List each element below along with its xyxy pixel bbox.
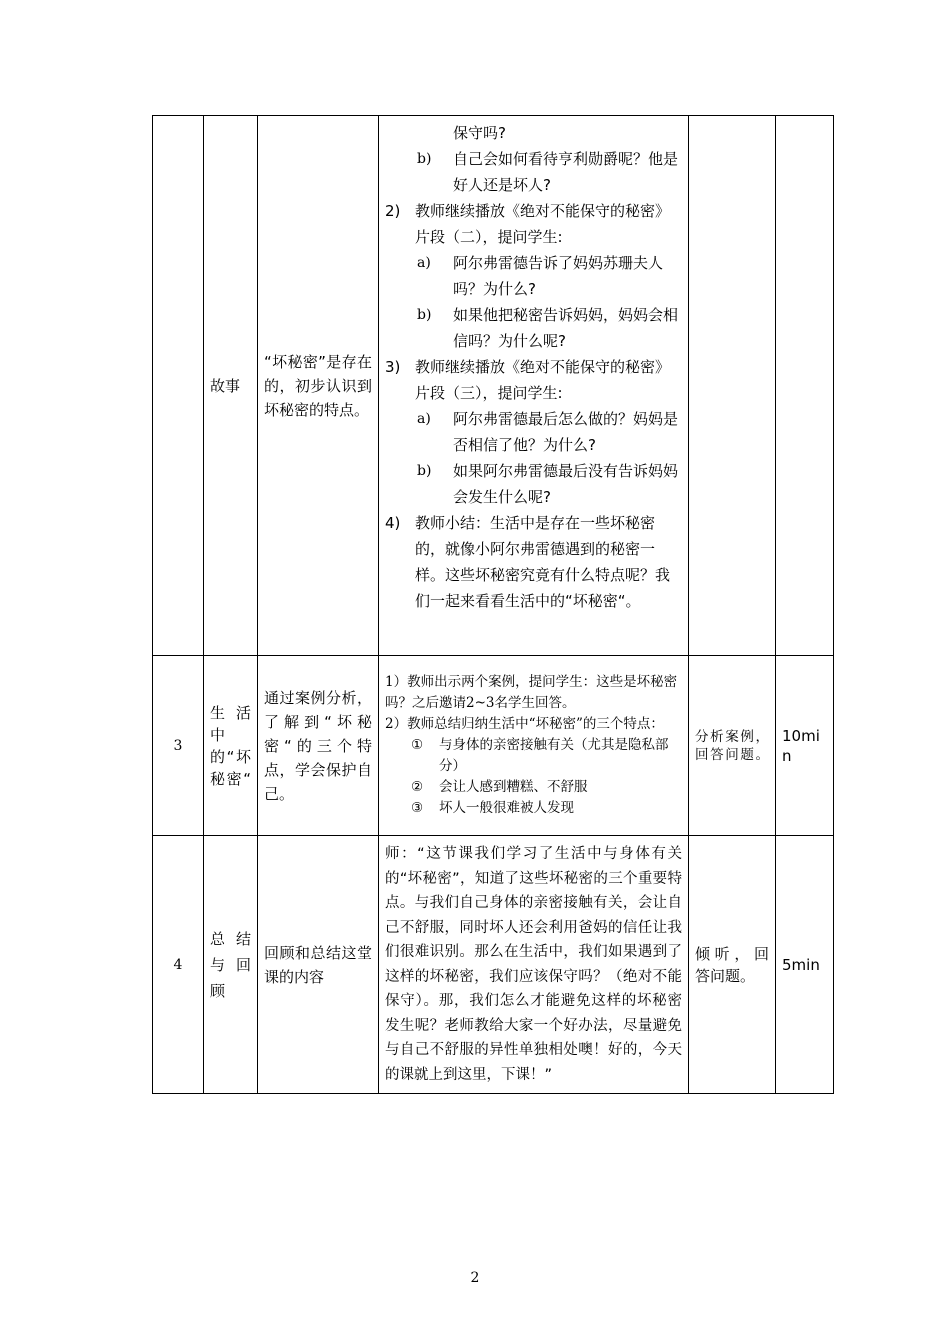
list-item <box>385 406 682 458</box>
item-label: 4) <box>385 514 401 532</box>
time-cell <box>776 836 834 1094</box>
list-item <box>385 458 682 510</box>
list-item <box>385 354 682 406</box>
list-item <box>385 250 682 302</box>
list-item <box>385 735 682 777</box>
time-text: 5min <box>782 955 820 974</box>
process-content <box>379 668 688 823</box>
activity-cell <box>689 836 776 1094</box>
process-cell <box>379 116 689 656</box>
page-number: 2 <box>470 1270 480 1286</box>
segment-cell <box>204 836 258 1094</box>
goal-text: 通过案例分析，了解到“坏秘密“的三个特点，学会保护自己。 <box>264 688 372 803</box>
item-text: 如果阿尔弗雷德最后没有告诉妈妈会发生什么呢? <box>453 462 679 506</box>
goal-text: “坏秘密”是存在的，初步认识到坏秘密的特点。 <box>264 352 372 419</box>
process-cell <box>379 656 689 836</box>
item-text: 如果他把秘密告诉妈妈，妈妈会相信吗？为什么呢? <box>453 306 679 350</box>
item-text: 阿尔弗雷德最后怎么做的？妈妈是否相信了他？为什么? <box>453 410 679 454</box>
row-number: 4 <box>173 956 183 973</box>
list-item <box>385 146 682 198</box>
time-cell <box>776 656 834 836</box>
segment-cell <box>204 656 258 836</box>
segment-text: 生活中的“坏秘密“ <box>210 703 251 788</box>
row-number-cell <box>153 656 204 836</box>
item-label: ② <box>411 779 424 795</box>
segment-cell <box>204 116 258 656</box>
lesson-plan-table <box>152 115 834 1094</box>
segment-text: 故事 <box>210 376 241 395</box>
process-content <box>379 116 688 618</box>
table-row <box>153 656 834 836</box>
teacher-script: 师：“这节课我们学习了生活中与身体有关的“坏秘密”，知道了这些坏秘密的三个重要特点。与我们自己身体的亲密接触有关，会让自己不舒服，同时坏人还会利用爸妈的信任让我们很难识别。那么在生活中，我们如果遇到了这样的坏秘密，我们应该保守吗？（绝对不能保守）。那，我们怎么才能避免这样的坏秘密发生呢？老师教给大家一个好办法，尽量避免与自己不舒服的异性单独相处噢！好的，今天的课就上到这里，下课！” <box>385 846 682 1083</box>
goal-text: 回顾和总结这堂课的内容 <box>264 943 372 986</box>
goal-cell <box>258 116 379 656</box>
item-label: a) <box>417 255 431 271</box>
item-text: 教师小结：生活中是存在一些坏秘密的，就像小阿尔弗雷德遇到的秘密一样。这些坏秘密究竟有什么特点呢？我们一起来看看生活中的“坏秘密“。 <box>415 514 671 610</box>
item-text: 与身体的亲密接触有关（尤其是隐私部分） <box>439 737 669 774</box>
item-label: b) <box>417 463 432 479</box>
time-text: 10min <box>782 726 820 765</box>
item-label: ③ <box>411 800 424 816</box>
item-text: 会让人感到糟糕、不舒服 <box>439 779 588 795</box>
goal-cell <box>258 656 379 836</box>
item-label: b) <box>417 151 432 167</box>
list-item <box>385 798 682 819</box>
goal-cell <box>258 836 379 1094</box>
item-text: 教师继续播放《绝对不能保守的秘密》片段（三），提问学生: <box>415 358 671 402</box>
activity-cell <box>689 656 776 836</box>
activity-text: 倾听，回答问题。 <box>695 944 769 985</box>
process-paragraph: 2）教师总结归纳生活中“坏秘密”的三个特点： <box>385 716 664 732</box>
activity-text: 分析案例，回答问题。 <box>695 728 769 763</box>
row-number-cell <box>153 836 204 1094</box>
item-text: 教师继续播放《绝对不能保守的秘密》片段（二），提问学生: <box>415 202 671 246</box>
time-cell <box>776 116 834 656</box>
activity-cell <box>689 116 776 656</box>
list-item <box>385 777 682 798</box>
table-row <box>153 836 834 1094</box>
item-label: b) <box>417 307 432 323</box>
list-item <box>385 302 682 354</box>
segment-text: 总结与回顾 <box>210 929 251 1000</box>
row-number: 3 <box>173 737 183 754</box>
list-item <box>385 510 682 614</box>
item-label: 2) <box>385 202 401 220</box>
item-text: 阿尔弗雷德告诉了妈妈苏珊夫人吗？为什么? <box>453 254 664 298</box>
list-item <box>385 198 682 250</box>
item-label: a) <box>417 411 431 427</box>
row-number-cell <box>153 116 204 656</box>
item-text: 坏人一般很难被人发现 <box>439 800 574 816</box>
item-label: 3) <box>385 358 401 376</box>
process-paragraph: 1）教师出示两个案例，提问学生：这些是坏秘密吗？之后邀请2~3名学生回答。 <box>385 674 678 711</box>
item-label: ① <box>411 737 424 753</box>
process-cell <box>379 836 689 1094</box>
table-row <box>153 116 834 656</box>
process-continuation: 保守吗? <box>453 124 506 142</box>
item-text: 自己会如何看待亨利勋爵呢？他是好人还是坏人? <box>453 150 679 194</box>
